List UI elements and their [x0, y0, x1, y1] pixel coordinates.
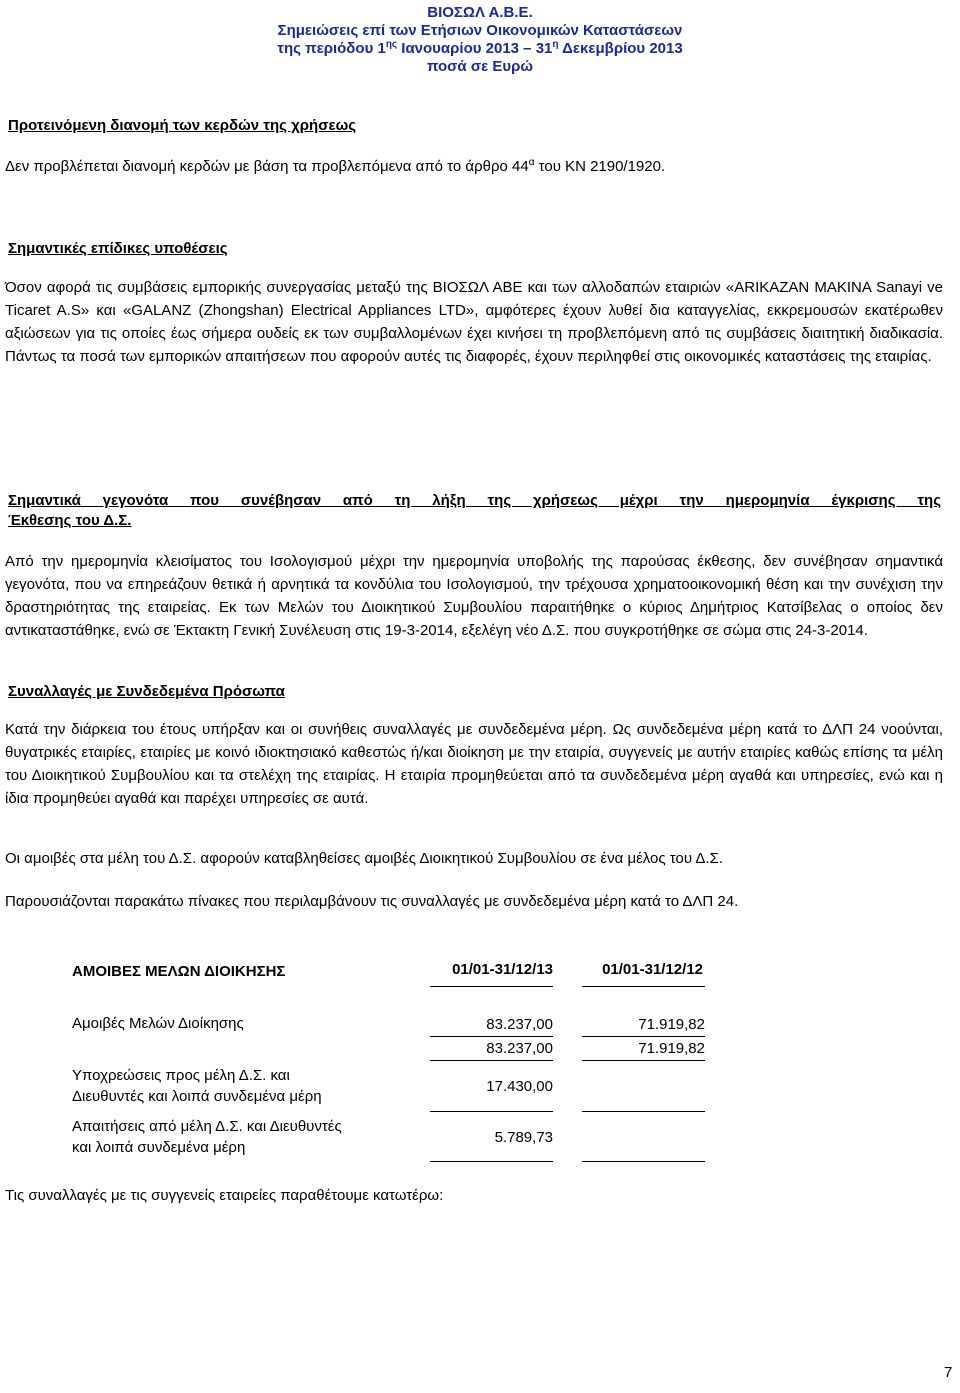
row-receivables-2013: 5.789,73 [494, 1129, 553, 1146]
table-col-header-2013: 01/01-31/12/13 [452, 961, 553, 978]
row-board-fees-2012: 71.919,82 [638, 1016, 705, 1033]
row-receivables-label-line1: Απαιτήσεις από μέλη Δ.Σ. και Διευθυντές [72, 1118, 342, 1135]
section-heading-subsequent-events-line2: Έκθεσης του Δ.Σ. [8, 512, 132, 529]
section-heading-subsequent-events: Σημαντικά γεγονότα που συνέβησαν από τη λήξη της χρήσεως μέχρι την ημερομηνία έγκρισης της [8, 492, 941, 509]
total-2012: 71.919,82 [638, 1040, 705, 1057]
related-parties-text: Κατά την διάρκεια του έτους υπήρξαν και οι συνήθεις συναλλαγές με συνδεδεμένα μέρη. Ως συνδεδεμένα μέρη κατά το ΔΛΠ 24 νοούνται, θυγατρικές εταιρίες, εταιρίες με κοινό ιδιοκτησιακό καθεστώς ή/και διοίκηση με την εταιρία, συγγενείς με αυτήν εταιρίες καθώς επίσης τα μέλη του Διοικητικού Συμβουλίου και τα στελέχη της εταιρίας. Η εταιρία προμηθεύεται από τα συνδεδεμένα μέρη αγαθά και υπηρεσίες, ενώ και η ίδια προμηθεύει αγαθά και παρέχει υπηρεσίες σε αυτά. [5, 721, 943, 807]
header-underline-2013 [430, 986, 553, 987]
header-subtitle: Σημειώσεις επί των Ετήσιων Οικονομικών Καταστάσεων [277, 22, 683, 39]
subtotal-rule-2012 [582, 1036, 705, 1037]
total-rule-2013 [430, 1060, 553, 1061]
row-board-fees-2013: 83.237,00 [486, 1016, 553, 1033]
liabilities-rule-2013 [430, 1111, 553, 1112]
table-col-header-2012: 01/01-31/12/12 [602, 961, 703, 978]
header-period: της περιόδου $1^{\eta\varsigma}$ Ιανουαρίου $2013 - 31^\eta$ Δεκεμβρίου 2013 [277, 39, 683, 57]
receivables-rule-2013 [430, 1161, 553, 1162]
section-heading-litigation: Σημαντικές επίδικες υποθέσεις [8, 240, 228, 257]
section-heading-related-parties: Συναλλαγές με Συνδεδεμένα Πρόσωπα [8, 683, 285, 700]
page-number: 7 [944, 1364, 953, 1381]
profit-distribution-text: Δεν προβλέπεται διανομή κερδών με βάση τα προβλεπόμενα από το άρθρο $44^\alpha$ του ΚΝ 2190/1920. [5, 157, 666, 175]
litigation-text: Όσον αφορά τις συμβάσεις εμπορικής συνεργασίας μεταξύ της ΒΙΟΣΩΛ ΑΒΕ και των αλλοδαπών εταιριών «ARIKAZAN MAKINA Sanayi ve Ticaret A.S» και «GALANZ (Zhongshan) Electrical Appliances LTD», αμφότερες έχουν λυθεί δια καταγγελίας, εκκρεμουσών εκατέρωθεν αξιώσεων για τις οποίες έως σήμερα ουδείς εκ των συμβαλλομένων έχει κινήσει τη προβλεπόμενη από τις συμβάσεις διαιτητική διαδικασία. Πάντως τα ποσά των εμπορικών απαιτήσεων που αφορούν αυτές τις διαφορές, έχουν περιληφθεί στις οικονομικές καταστάσεις της εταιρίας. [5, 279, 943, 365]
tables-intro-text: Παρουσιάζονται παρακάτω πίνακες που περιλαμβάνουν τις συναλλαγές με συνδεδεμένα μέρη κατά το ΔΛΠ 24. [5, 893, 739, 910]
subsequent-events-text: Από την ημερομηνία κλεισίματος του Ισολογισμού μέχρι την ημερομηνία υποβολής της παρούσας έκθεσης, δεν συνέβησαν σημαντικά γεγονότα, που να επηρεάζουν θετικά ή αρνητικά τα κονδύλια του Ισολογισμού, την τρέχουσα χρηματοοικονομική θέση και την συνέχιση την δραστηριότητας της εταιρείας. Εκ των Μελών του Διοικητικού Συμβουλίου παραιτήθηκε ο κύριος Δημήτριος Κατσίβελας ο οποίος δεν αντικαταστάθηκε, ενώ σε Έκτακτη Γενική Συνέλευση στις 19-3-2014, εξελέγη νέο Δ.Σ. που συγκροτήθηκε σε σώμα στις 24-3-2014. [5, 553, 943, 639]
section-heading-profit-distribution: Προτεινόμενη διανομή των κερδών της χρήσεως [8, 117, 357, 134]
total-rule-2012 [582, 1060, 705, 1061]
board-fees-text: Οι αμοιβές στα μέλη του Δ.Σ. αφορούν καταβληθείσες αμοιβές Διοικητικού Συμβουλίου σε ένα μέλος του Δ.Σ. [5, 850, 724, 867]
total-2013: 83.237,00 [486, 1040, 553, 1057]
row-liabilities-label-line1: Υποχρεώσεις προς μέλη Δ.Σ. και [72, 1067, 290, 1084]
table-title: ΑΜΟΙΒΕΣ ΜΕΛΩΝ ΔΙΟΙΚΗΣΗΣ [72, 963, 286, 980]
row-liabilities-2013: 17.430,00 [486, 1078, 553, 1095]
row-receivables-label-line2: και λοιπά συνδεμένα μέρη [72, 1139, 246, 1156]
liabilities-rule-2012 [582, 1111, 705, 1112]
subtotal-rule-2013 [430, 1036, 553, 1037]
header-currency: ποσά σε Ευρώ [426, 58, 534, 75]
header-underline-2012 [582, 986, 705, 987]
row-liabilities-label-line2: Διευθυντές και λοιπά συνδεμένα μέρη [72, 1088, 322, 1105]
receivables-rule-2012 [582, 1161, 705, 1162]
affiliates-intro-text: Τις συναλλαγές με τις συγγενείς εταιρείες παραθέτουμε κατωτέρω: [5, 1187, 444, 1204]
row-board-fees-label: Αμοιβές Μελών Διοίκησης [72, 1015, 244, 1032]
company-name: ΒΙΟΣΩΛ Α.Β.Ε. [427, 4, 533, 21]
